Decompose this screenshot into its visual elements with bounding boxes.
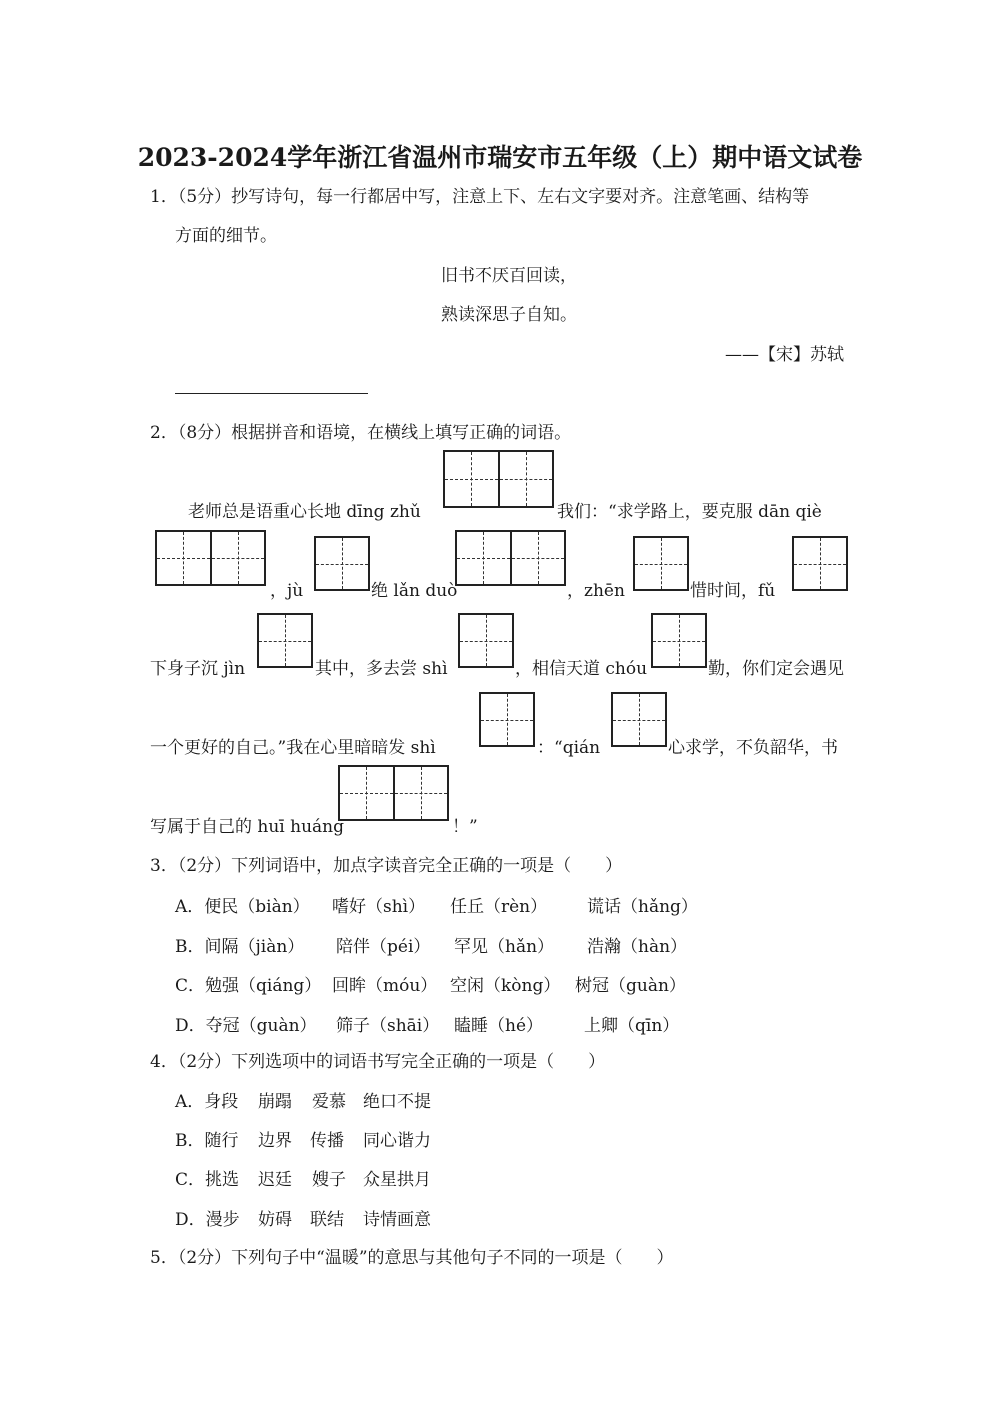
q3-option-a-3: 任丘（rèn） bbox=[450, 897, 548, 917]
q4-option-d-3: 联结 bbox=[310, 1210, 344, 1230]
q3-option-d-3: 瞌睡（hé） bbox=[454, 1016, 544, 1036]
q3-option-d-2: 筛子（shāi） bbox=[336, 1016, 440, 1036]
q4-option-c-1[interactable]: C．挑选 bbox=[175, 1170, 240, 1190]
q4-option-c-2: 迟廷 bbox=[258, 1170, 292, 1190]
q2-row1-text-a: 老师总是语重心长地 dīng zhǔ bbox=[188, 502, 421, 522]
q3-option-b-4: 浩瀚（hàn） bbox=[587, 937, 688, 957]
q2-row5-text-a: 写属于自己的 huī huáng bbox=[150, 817, 345, 837]
q4-option-b-1[interactable]: B．随行 bbox=[175, 1131, 239, 1151]
q4-option-b-2: 边界 bbox=[258, 1131, 292, 1151]
q3-option-a-1[interactable]: A．便民（biàn） bbox=[175, 897, 310, 917]
answer-box-fu[interactable] bbox=[792, 536, 848, 591]
q2-row4-text-c: 心求学，不负韶华，书 bbox=[668, 738, 838, 758]
q4-option-b-3: 传播 bbox=[310, 1131, 344, 1151]
q4-option-d-2: 妨碍 bbox=[258, 1210, 292, 1230]
q3-option-a-4: 谎话（hǎng） bbox=[587, 897, 698, 917]
q2-row4-text-b: ：“qián bbox=[537, 738, 601, 758]
q4-option-a-3: 爱慕 bbox=[312, 1092, 346, 1112]
q3-option-c-1[interactable]: C．勉强（qiáng） bbox=[175, 976, 322, 996]
q4-option-c-4: 众星拱月 bbox=[363, 1170, 431, 1190]
q4-option-c-3: 嫂子 bbox=[312, 1170, 346, 1190]
q4-option-a-4: 绝口不提 bbox=[363, 1092, 431, 1112]
answer-box-dingzhu[interactable] bbox=[443, 450, 554, 508]
answer-box-chou[interactable] bbox=[651, 613, 707, 668]
q3-option-b-3: 罕见（hǎn） bbox=[454, 937, 555, 957]
q2-row3-text-b: 其中，多去尝 shì bbox=[315, 659, 448, 679]
q4-stem: 4．（2分）下列选项中的词语书写完全正确的一项是（ ） bbox=[150, 1052, 606, 1072]
q3-stem: 3．（2分）下列词语中，加点字读音完全正确的一项是（ ） bbox=[150, 856, 623, 876]
q2-row2-text-d: 惜时间，fǔ bbox=[690, 581, 776, 601]
q4-option-b-4: 同心谐力 bbox=[363, 1131, 431, 1151]
q3-option-a-2: 嗜好（shì） bbox=[332, 897, 426, 917]
answer-box-danqie[interactable] bbox=[155, 530, 266, 586]
q3-option-c-3: 空闲（kòng） bbox=[450, 976, 561, 996]
q2-row5-text-b: ！” bbox=[452, 817, 478, 837]
q4-option-a-2: 崩蹋 bbox=[258, 1092, 292, 1112]
answer-box-jin[interactable] bbox=[257, 613, 313, 668]
q2-row4-text-a: 一个更好的自己。”我在心里暗暗发 shì bbox=[150, 738, 436, 758]
q3-option-b-1[interactable]: B．间隔（jiàn） bbox=[175, 937, 305, 957]
answer-box-shi-vow[interactable] bbox=[479, 692, 535, 747]
q4-option-d-1[interactable]: D．漫步 bbox=[175, 1210, 240, 1230]
q3-option-b-2: 陪伴（péi） bbox=[336, 937, 431, 957]
q1-stem-line1: 1．（5分）抄写诗句，每一行都居中写，注意上下、左右文字要对齐。注意笔画、结构等 bbox=[150, 187, 810, 207]
page-title: 2023-2024学年浙江省温州市瑞安市五年级（上）期中语文试卷 bbox=[137, 143, 863, 172]
q2-row2-text-b: 绝 lǎn duò bbox=[371, 581, 458, 601]
poem-line-2: 熟读深思子自知。 bbox=[441, 305, 577, 325]
q3-option-c-2: 回眸（móu） bbox=[332, 976, 438, 996]
q2-row3-text-a: 下身子沉 jìn bbox=[150, 659, 246, 679]
q2-stem: 2．（8分）根据拼音和语境，在横线上填写正确的词语。 bbox=[150, 423, 572, 443]
poem-line-1: 旧书不厌百回读， bbox=[441, 266, 577, 286]
q1-answer-line[interactable] bbox=[175, 393, 368, 394]
answer-box-landuo[interactable] bbox=[455, 530, 566, 586]
q2-row3-text-c: ，相信天道 chóu bbox=[515, 659, 648, 679]
q3-option-c-4: 树冠（guàn） bbox=[575, 976, 686, 996]
q1-stem-line2: 方面的细节。 bbox=[175, 226, 277, 246]
q4-option-a-1[interactable]: A．身段 bbox=[175, 1092, 239, 1112]
answer-box-zhen[interactable] bbox=[633, 536, 689, 591]
q3-option-d-4: 上卿（qīn） bbox=[584, 1016, 680, 1036]
answer-box-shi[interactable] bbox=[458, 613, 514, 668]
q2-row2-text-c: ，zhēn bbox=[567, 581, 625, 601]
answer-box-huihuang[interactable] bbox=[338, 765, 449, 821]
answer-box-qian[interactable] bbox=[611, 692, 667, 747]
answer-box-ju[interactable] bbox=[314, 536, 370, 591]
q3-option-d-1[interactable]: D．夺冠（guàn） bbox=[175, 1016, 317, 1036]
q5-stem: 5．（2分）下列句子中“温暖”的意思与其他句子不同的一项是（ ） bbox=[150, 1248, 674, 1268]
poem-author: ——【宋】苏轼 bbox=[725, 345, 844, 365]
q4-option-d-4: 诗情画意 bbox=[363, 1210, 431, 1230]
q2-row3-text-d: 勤，你们定会遇见 bbox=[708, 659, 844, 679]
q2-row1-text-b: 我们：“求学路上，要克服 dān qiè bbox=[557, 502, 822, 522]
q2-row2-text-a: ，jù bbox=[270, 581, 304, 601]
